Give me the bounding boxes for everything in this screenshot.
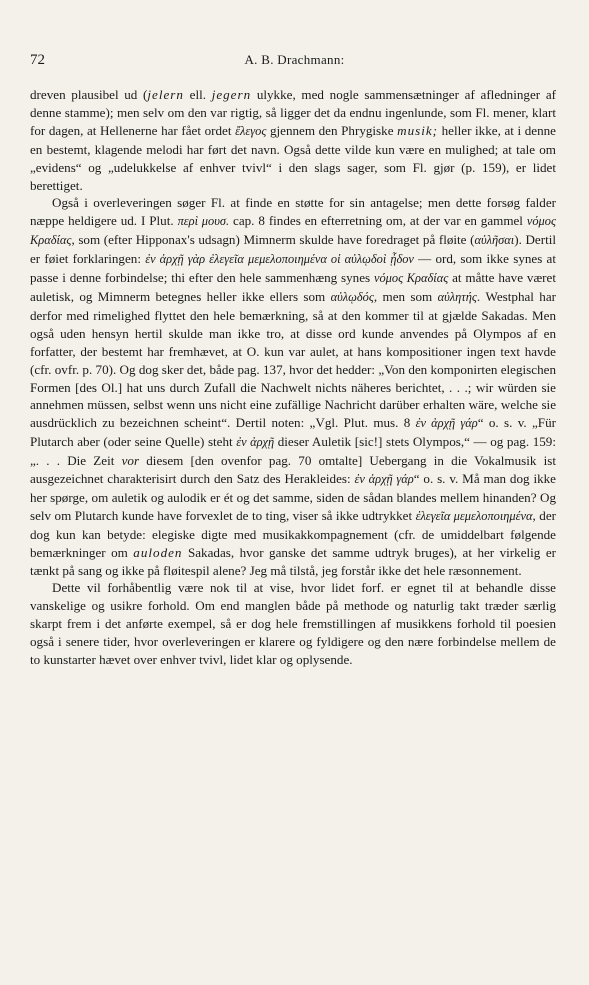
emphasized-text: jelern [147,87,184,102]
body-text [30,86,556,669]
text-run: cap. 8 findes en efterretning om, at der var en gammel [229,213,527,229]
emphasized-text: musik; [397,122,439,138]
text-run: Sakadas, hvor ganske det samme udtryk bruges), at her virkelig er tænkt på sang og ikke på fløitespil alene? Jeg må tilstå, jeg forstår ikke det hele ræsonnement. [30,544,556,578]
greek-text: αὐλητής [437,289,477,304]
text-run: — ord, som ikke synes at passe i denne forbindelse; thi efter den hele sammenhæng synes [30,251,556,286]
greek-text: ἐν ἀρχῇ γάρ [354,472,414,487]
text-run: dieser Auletik [sic!] stets Olympos,“ — og pag. 159: „. . . Die Zeit [30,434,556,469]
greek-text: αὐλῳδός [330,289,374,304]
text-run: ell. [183,87,212,102]
page-header [30,52,559,70]
text-run: ulykke, med nogle sammensætninger af afledninger af denne stamme); men selv om den var rigtig, så ligger det da endnu ingenlunde, som Fl. mener, klart for dagen, at Hellenerne har fået ordet [30,87,556,138]
text-run: heller ikke, at i denne en bestemt, klagende melodi har ført det navn. Også dette vilde kun være en mulighed; at tale om „evidens“ og „udelukkelse af enhver tvivl“ i den slags sager, som Fl. gjør (p. 159), er lidet berettiget. [30,122,556,193]
text-run: at måtte have været auletisk, og Mimnerm betegnes heller ikke ellers som [30,270,556,304]
greek-text: αὐλῆσαι [474,233,515,248]
text-run: , som (efter Hipponax's udsagn) Mimnerm skulde have foredraget på fløite ( [71,232,475,248]
paragraph-2 [30,194,556,579]
text-run: . Westphal har derfor med rimelighed flyttet den hele bemærkning, så at den kommer til at gjælde Sakadas. Men også uden hensyn hertil skulde man ikke tro, at disse ord kunde anvendes på Olympos af en forfatter, der bestemt har fremhævet, at O. kun var aulet, at hans kompositioner ingen text havde (cfr. ovfr. p. 70). Og dog sker det, både pag. 137, hvor det hedder: „Von den komponirten elegischen Formen [des Ol.] hat uns durch Zufall die Nachwelt nichts näheres berichtet, . . .; wir würden sie annehmen müssen, selbst wenn uns nicht eine zufällige Nachricht darüber erhalten wäre, welche sie ausdrücklich zu bezeichnen scheint“. Dertil noten: „Vgl. Plut. mus. 8 [30,288,557,431]
greek-text: νόμος Κραδίας [30,214,556,248]
emphasized-text: jegern [211,87,252,102]
text-run: Også i overleveringen søger Fl. at finde en støtte for sin antagelse; men dette forsøg falder næppe heldigere ud. I Plut. [30,195,556,229]
text-run: “ o. s. v. Må man dog ikke her spørge, om auletik og aulodik er ét og det samme, siden de sådan blandes mellem hinanden? Og selv om Plutarch kunde have forvexlet de to ting, viser så ikke udtrykket [30,471,556,523]
text-run: Dette vil forhåbentlig være nok til at vise, hvor lidet forf. er egnet til at behandle disse vanskelige og usikre forhold. Om end manglen både på methode og naturlig takt træder særlig skarpt frem i det anførte exempel, så er dog hele fremstillingen af musikkens forhold til poesien også i senere tider, hvor overleveringen er klarere og fyldigere og den nære forbindelse mellem de to kunstarter hævet over enhver tvivl, lidet klar og oplysende. [30,580,556,668]
paragraph-1 [30,86,556,194]
emphasized-text: vor [121,453,140,469]
text-run: ). Dertil er føiet forklaringen: [30,232,556,267]
running-head: A. B. Drachmann: [244,52,345,67]
greek-text: νόμος Κραδίας [373,271,449,286]
page-number: 72 [30,52,45,68]
text-run: , men som [373,288,438,304]
greek-text: περὶ μουσ. [177,214,230,229]
text-run: dreven plausibel ud ( [30,87,148,102]
text-run: diesem [den ovenfor pag. 70 omtalte] Uebergang in die Vokalmusik ist ausgezeichnet charakterisirt durch den Satz des Herakleides: [30,453,556,487]
greek-text: ἐλεγεῖα μεμελοποιημένα [415,508,533,523]
greek-text: ἐν ἀρχῇ [236,435,275,450]
greek-text: ἐν ἀρχῇ γὰρ ἐλεγεῖα μεμελοποιημένα οἱ αὐλῳδοὶ ᾖδον [145,252,414,267]
text-run: , der dog kun kan betyde: elegiske digte med musikakkompagnement (cfr. de umiddelbart følgende bemærkninger om [30,507,556,560]
greek-text: ἔλεγος [235,123,267,138]
emphasized-text: auloden [133,544,183,560]
text-run: “ o. s. v. „Für Plutarch aber (oder seine Quelle) steht [30,415,556,450]
paragraph-3 [30,579,556,669]
text-run: gjennem den Phrygiske [266,122,398,138]
greek-text: ἐν ἀρχῇ γάρ [415,416,478,431]
